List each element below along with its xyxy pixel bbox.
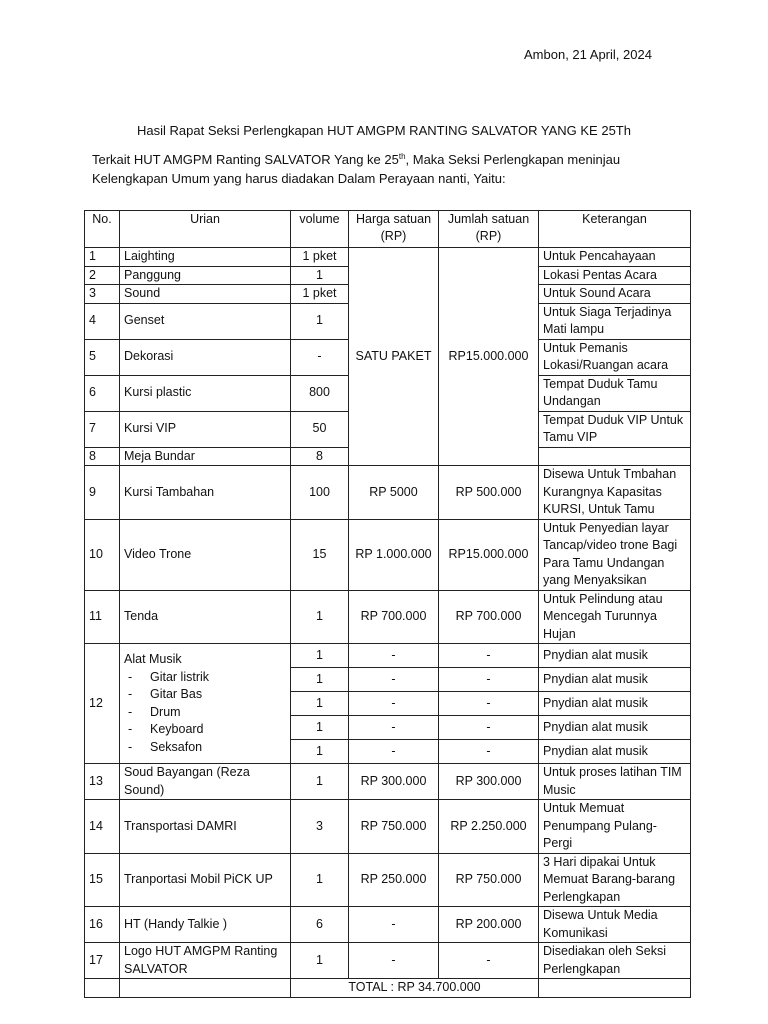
row-harga: - [349,644,439,668]
instrument-item: - Gitar Bas [128,686,286,704]
table-row [85,907,691,943]
row-volume: 3 [291,800,349,854]
instrument-item: - Keyboard [128,721,286,739]
package-harga: SATU PAKET [349,248,439,466]
row-urian: Tranportasi Mobil PiCK UP [120,853,291,907]
row-jumlah: RP 200.000 [439,907,539,943]
row-number: 2 [85,266,120,285]
music-subrow [85,644,691,668]
row-keterangan: Pnydian alat musik [539,644,691,668]
row-number: 16 [85,907,120,943]
row-harga: RP 300.000 [349,764,439,800]
instrument-item: - Gitar listrik [128,669,286,687]
row-number: 11 [85,590,120,644]
total-empty-urian [120,979,291,998]
header-urian: Urian [120,211,291,248]
row-urian: Laighting [120,248,291,267]
row-jumlah: RP 700.000 [439,590,539,644]
total-value: TOTAL : RP 34.700.000 [291,979,539,998]
row-harga: RP 1.000.000 [349,519,439,590]
row-volume: 1 [291,740,349,764]
package-jumlah: RP15.000.000 [439,248,539,466]
music-urian [120,644,291,764]
row-harga: - [349,692,439,716]
row-volume: 1 [291,303,349,339]
instrument-item: - Drum [128,704,286,722]
table-row [85,590,691,644]
row-volume: - [291,339,349,375]
row-urian: Dekorasi [120,339,291,375]
row-keterangan: Untuk Pelindung atau Mencegah Turunnya Hujan [539,590,691,644]
row-volume: 800 [291,375,349,411]
row-number: 15 [85,853,120,907]
row-urian: Soud Bayangan (Reza Sound) [120,764,291,800]
row-keterangan: Untuk Memuat Penumpang Pulang-Pergi [539,800,691,854]
row-jumlah: RP 500.000 [439,466,539,520]
row-jumlah: RP 750.000 [439,853,539,907]
row-volume: 1 pket [291,248,349,267]
row-volume: 1 [291,943,349,979]
row-volume: 1 [291,668,349,692]
row-volume: 100 [291,466,349,520]
row-keterangan: Untuk Pencahayaan [539,248,691,267]
row-keterangan: Untuk proses latihan TIM Music [539,764,691,800]
row-jumlah: - [439,716,539,740]
row-number: 17 [85,943,120,979]
row-urian: Sound [120,285,291,304]
header-no: No. [85,211,120,248]
row-urian: Kursi plastic [120,375,291,411]
row-keterangan [539,447,691,466]
row-number: 14 [85,800,120,854]
row-keterangan: Untuk Siaga Terjadinya Mati lampu [539,303,691,339]
total-empty-no [85,979,120,998]
row-keterangan: Disediakan oleh Seksi Perlengkapan [539,943,691,979]
total-empty-ket [539,979,691,998]
header-keterangan: Keterangan [539,211,691,248]
row-harga: RP 700.000 [349,590,439,644]
row-harga: RP 250.000 [349,853,439,907]
row-keterangan: Disewa Untuk Media Komunikasi [539,907,691,943]
row-keterangan: Pnydian alat musik [539,668,691,692]
intro-superscript: th [398,152,406,161]
row-jumlah: - [439,668,539,692]
row-harga: RP 5000 [349,466,439,520]
row-number: 7 [85,411,120,447]
row-jumlah: - [439,692,539,716]
instrument-item: - Seksafon [128,739,286,757]
row-keterangan: Tempat Duduk Tamu Undangan [539,375,691,411]
row-number: 13 [85,764,120,800]
row-jumlah: - [439,644,539,668]
row-urian: Transportasi DAMRI [120,800,291,854]
row-harga: - [349,907,439,943]
row-keterangan: Untuk Pemanis Lokasi/Ruangan acara [539,339,691,375]
row-number: 8 [85,447,120,466]
table-row [85,764,691,800]
row-volume: 1 [291,853,349,907]
row-number: 1 [85,248,120,267]
row-urian: HT (Handy Talkie ) [120,907,291,943]
row-volume: 1 pket [291,285,349,304]
table-row [85,466,691,520]
row-urian: Panggung [120,266,291,285]
equipment-table [84,210,691,998]
row-keterangan: Disewa Untuk Tmbahan Kurangnya Kapasitas KURSI, Untuk Tamu [539,466,691,520]
row-urian: Genset [120,303,291,339]
table-row [85,853,691,907]
row-volume: 8 [291,447,349,466]
row-urian: Kursi VIP [120,411,291,447]
table-row [85,943,691,979]
row-urian: Kursi Tambahan [120,466,291,520]
row-keterangan: Untuk Sound Acara [539,285,691,304]
row-number: 10 [85,519,120,590]
row-harga: - [349,668,439,692]
row-harga: - [349,740,439,764]
row-keterangan: 3 Hari dipakai Untuk Memuat Barang-barang Perlengkapan [539,853,691,907]
row-urian: Meja Bundar [120,447,291,466]
row-volume: 50 [291,411,349,447]
header-jumlah-satuan: Jumlah satuan (RP) [439,211,539,248]
table-row [85,519,691,590]
row-number: 4 [85,303,120,339]
music-title: Alat Musik [124,652,182,666]
row-keterangan: Tempat Duduk VIP Untuk Tamu VIP [539,411,691,447]
row-number: 12 [85,644,120,764]
row-harga: - [349,716,439,740]
row-volume: 1 [291,692,349,716]
row-harga: - [349,943,439,979]
table-body [85,248,691,998]
row-jumlah: - [439,740,539,764]
header-volume: volume [291,211,349,248]
row-urian: Tenda [120,590,291,644]
instrument-list [124,669,286,757]
row-volume: 1 [291,644,349,668]
row-jumlah: RP 2.250.000 [439,800,539,854]
row-urian: Video Trone [120,519,291,590]
row-keterangan: Untuk Penyedian layar Tancap/video trone Bagi Para Tamu Undangan yang Menyaksikan [539,519,691,590]
table-row [85,800,691,854]
row-keterangan: Lokasi Pentas Acara [539,266,691,285]
row-volume: 1 [291,764,349,800]
row-urian: Logo HUT AMGPM Ranting SALVATOR [120,943,291,979]
intro-text-b: , Maka Seksi Perlengkapan meninjau Kelengkapan Umum yang harus diadakan Dalam Perayaan nanti, Yaitu: [92,152,621,186]
row-number: 6 [85,375,120,411]
table-row [85,248,691,267]
row-number: 9 [85,466,120,520]
header-harga-satuan: Harga satuan (RP) [349,211,439,248]
row-volume: 1 [291,716,349,740]
row-keterangan: Pnydian alat musik [539,716,691,740]
table-header-row [85,211,691,248]
row-jumlah: RP15.000.000 [439,519,539,590]
row-jumlah: - [439,943,539,979]
total-row [85,979,691,998]
intro-paragraph [92,150,692,188]
row-number: 3 [85,285,120,304]
row-number: 5 [85,339,120,375]
row-volume: 15 [291,519,349,590]
document-title: Hasil Rapat Seksi Perlengkapan HUT AMGPM RANTING SALVATOR YANG KE 25Th [137,123,631,138]
row-keterangan: Pnydian alat musik [539,740,691,764]
intro-text-a: Terkait HUT AMGPM Ranting SALVATOR Yang ke 25 [92,152,399,167]
document-date: Ambon, 21 April, 2024 [524,47,652,62]
row-volume: 6 [291,907,349,943]
row-keterangan: Pnydian alat musik [539,692,691,716]
row-volume: 1 [291,590,349,644]
row-jumlah: RP 300.000 [439,764,539,800]
row-harga: RP 750.000 [349,800,439,854]
row-volume: 1 [291,266,349,285]
